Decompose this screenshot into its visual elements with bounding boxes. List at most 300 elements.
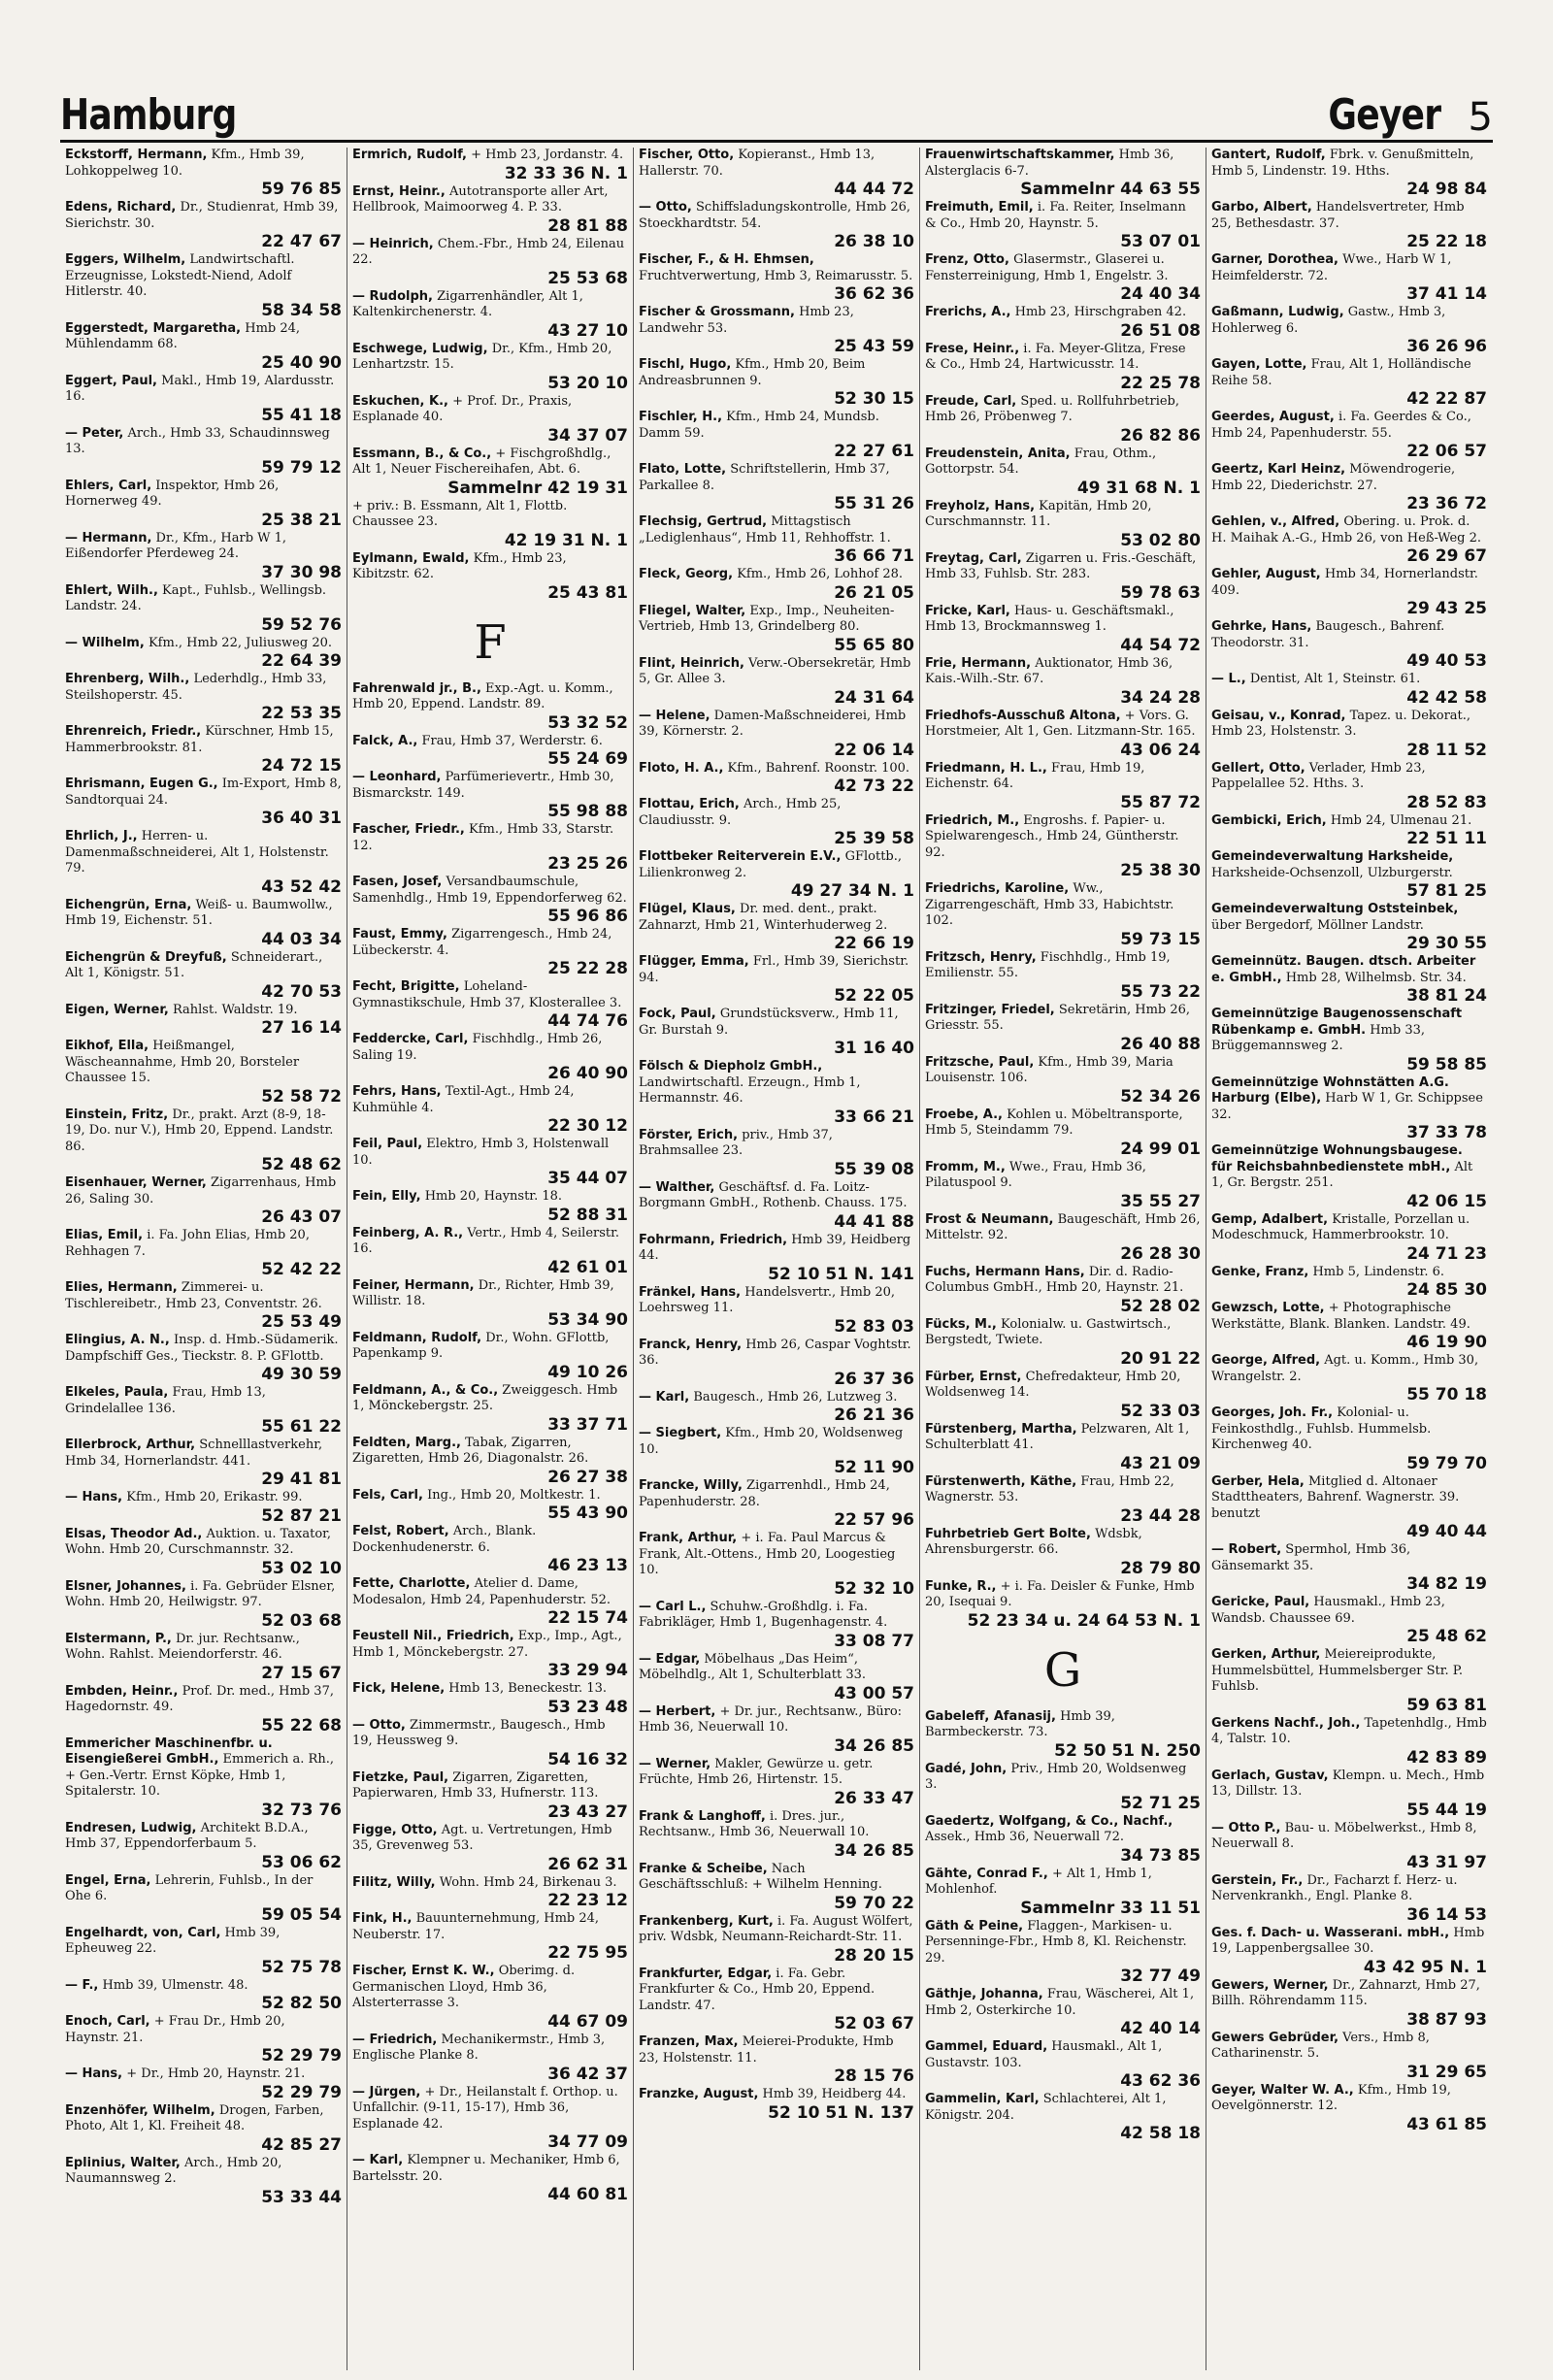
entry-phone: 52 23 34 u. 24 64 53 N. 1 [967, 1610, 1201, 1631]
entry-details: Dr., Facharzt f. Herz- u. Nervenkrankh., Engl. Planke 8. [1211, 1872, 1458, 1903]
entry-details: Möbelhaus „Das Heim“, Möbelhdlg., Alt 1, Schulterblatt 33. [639, 1651, 867, 1682]
directory-entry [65, 1003, 342, 1039]
entry-phone: 33 37 71 [547, 1414, 628, 1435]
entry-details: über Bergedorf, Möllner Landstr. [1211, 917, 1424, 933]
entry-details: Zigarren, Zigaretten, Papierwaren, Hmb 33, Hufnerstr. 113. [352, 1769, 599, 1801]
entry-details: Schiffsladungskontrolle, Hmb 26, Stoeckhardtstr. 54. [639, 200, 911, 231]
entry-name: Fischer, F., & H. Ehmsen, [639, 252, 814, 267]
entry-details: Hmb 39, Ulmenstr. 48. [102, 1977, 248, 1993]
entry-details: Wwe., Harb W 1, Heimfelderstr. 72. [1211, 252, 1452, 283]
entry-details: Spermhol, Hmb 36, Gänsemarkt 35. [1211, 1542, 1411, 1573]
entry-name: Gabeleff, Afanasij, [925, 1708, 1056, 1724]
entry-phone: 53 32 52 [547, 712, 628, 733]
entry-details: Frau, Wäscherei, Alt 1, Hmb 2, Osterkirche 10. [925, 1987, 1195, 2018]
entry-phone: 49 30 59 [261, 1365, 342, 1384]
entry-phone: 52 34 26 [1120, 1086, 1201, 1107]
entry-name: Feddercke, Carl, [352, 1032, 469, 1046]
entry-name: Gehler, August, [1211, 567, 1321, 581]
directory-entry [925, 950, 1201, 1002]
entry-details: Zigarrenhdl., Hmb 24, Papenhuderstr. 28. [639, 1478, 890, 1509]
entry-details: Frau, Hmb 37, Werderstr. 6. [421, 733, 603, 748]
entry-details: Hmb 23, Landwehr 53. [639, 305, 854, 336]
entry-name: Flügger, Emma, [639, 954, 749, 969]
entry-phone: 44 41 88 [834, 1211, 914, 1232]
entry-name: George, Alfred, [1211, 1353, 1321, 1368]
directory-entry [925, 394, 1201, 446]
entry-phone: 36 26 96 [1406, 337, 1487, 356]
directory-entry [352, 2153, 628, 2204]
entry-details: Emmerich a. Rh., + Gen.-Vertr. Ernst Köpke, Hmb 1, Spitalerstr. 10. [65, 1752, 334, 1799]
entry-details: Atelier d. Dame, Modesalon, Hmb 24, Papenhuderstr. 52. [352, 1576, 611, 1607]
directory-entry [65, 531, 342, 582]
directory-column-1 [60, 148, 347, 2370]
directory-entry [925, 551, 1201, 603]
entry-phone: 34 26 85 [834, 1735, 914, 1756]
entry-phone: 55 96 86 [547, 907, 628, 926]
directory-entry [352, 1137, 628, 1188]
entry-details: Kfm., Hmb 19, Oevelgönnerstr. 12. [1211, 2082, 1451, 2113]
entry-phone: 55 98 88 [547, 802, 628, 821]
entry-name: Funke, R., [925, 1578, 997, 1594]
entry-name: Fränkel, Hans, [639, 1284, 742, 1300]
entry-name: Eylmann, Ewald, [352, 550, 470, 566]
entry-name: Endresen, Ludwig, [65, 1820, 197, 1835]
entry-phone: 52 22 05 [834, 986, 914, 1006]
entry-name: — Edgar, [639, 1651, 701, 1667]
entry-phone: 59 73 15 [1120, 929, 1201, 949]
entry-phone: 22 57 96 [834, 1510, 914, 1530]
entry-phone: 49 10 26 [547, 1362, 628, 1382]
entry-details: Hmb 20, Haynstr. 18. [424, 1189, 563, 1204]
entry-phone: 59 58 85 [1406, 1054, 1487, 1074]
header-right [1304, 90, 1493, 140]
entry-details: Dr., Kfm., Hmb 20, Lenhartzstr. 15. [352, 341, 612, 372]
directory-entry [925, 1474, 1201, 1526]
entry-details: Insp. d. Hmb.-Südamerik. Dampfschiff Ges., Tieckstr. 8. P. GFlottb. [65, 1333, 339, 1364]
directory-entry [65, 1333, 342, 1384]
entry-name: Fick, Helene, [352, 1681, 446, 1696]
entry-details: + Frau Dr., Hmb 20, Haynstr. 21. [65, 2014, 285, 2045]
entry-details: Versandbaumschule, Samenhdlg., Hmb 19, Eppendorferweg 62. [352, 875, 627, 906]
entry-name: Flügel, Klaus, [639, 902, 736, 916]
entry-phone: 33 66 21 [834, 1107, 914, 1127]
entry-phone: 25 38 30 [1120, 861, 1201, 880]
directory-entry [1211, 252, 1487, 304]
entry-phone: 22 51 11 [1406, 829, 1487, 848]
entry-phone: 44 67 09 [547, 2011, 628, 2032]
directory-entry [65, 2156, 342, 2207]
entry-details: i. Fa. John Elias, Hmb 20, Rehhagen 7. [65, 1228, 310, 1259]
section-letter: G [1043, 1642, 1082, 1698]
directory-entry [1211, 1405, 1487, 1473]
entry-details: Chem.-Fbr., Hmb 24, Eilenau 22. [352, 236, 625, 267]
entry-details: Fruchtverwertung, Hmb 3, Reimarusstr. 5. [639, 268, 913, 283]
directory-entry [1211, 619, 1487, 671]
entry-details: Hmb 34, Hornerlandstr. 409. [1211, 567, 1478, 598]
directory-entry [925, 1527, 1201, 1578]
entry-phone: 53 34 90 [547, 1309, 628, 1330]
entry-details: Kolonialw. u. Gastwirtsch., Bergstedt, Twiete. [925, 1316, 1172, 1347]
entry-details: Frau, Hmb 13, Grindelallee 136. [65, 1385, 266, 1416]
entry-name: Einstein, Fritz, [65, 1107, 169, 1122]
entry-details: + i. Fa. Deisler & Funke, Hmb 20, Isequai 9. [925, 1578, 1195, 1609]
entry-phone: 26 37 36 [834, 1369, 914, 1389]
entry-phone: 52 32 10 [834, 1578, 914, 1599]
entry-details: Meiereiprodukte, Hummelsbüttel, Hummelsberger Str. P. Fuhlsb. [1211, 1647, 1464, 1694]
entry-phone: 52 11 90 [834, 1458, 914, 1477]
entry-phone: 25 53 49 [261, 1312, 342, 1332]
entry-phone: 24 85 30 [1406, 1280, 1487, 1300]
entry-phone: 46 23 13 [547, 1556, 628, 1575]
entry-details: Dr., Richter, Hmb 39, Willistr. 18. [352, 1277, 614, 1308]
directory-entry [639, 1914, 914, 1966]
entry-name: Frankfurter, Edgar, [639, 1966, 773, 1981]
entry-details: Arch., Hmb 20, Naumannsweg 2. [65, 2155, 282, 2186]
entry-phone: 28 11 52 [1406, 740, 1487, 760]
entry-details: Makl., Hmb 19, Alardusstr. 16. [65, 373, 335, 404]
entry-phone: 52 88 31 [547, 1205, 628, 1225]
directory-entry [1211, 1143, 1487, 1211]
entry-details: Kapt., Fuhlsb., Wellingsb. Landstr. 24. [65, 582, 327, 613]
entry-name: — Karl, [352, 2153, 404, 2167]
entry-phone: 38 87 93 [1406, 2009, 1487, 2030]
entry-phone: 55 70 18 [1406, 1385, 1487, 1405]
directory-entry [925, 1265, 1201, 1316]
entry-details: Frau, Hmb 19, Eichenstr. 64. [925, 760, 1145, 791]
entry-details: Dr., Zahnarzt, Hmb 27, Billh. Röhrendamm 115. [1211, 1977, 1480, 2008]
entry-details: Kürschner, Hmb 15, Hammerbrookstr. 81. [65, 724, 334, 755]
entry-name: Gaßmann, Ludwig, [1211, 305, 1344, 319]
directory-entry [639, 1704, 914, 1756]
entry-details: Dr. med. dent., prakt. Zahnarzt, Hmb 21, Winterhuderweg 2. [639, 902, 888, 933]
entry-details: Dentist, Alt 1, Steinstr. 61. [1249, 672, 1421, 686]
directory-entry [639, 1426, 914, 1477]
entry-name: Feiner, Hermann, [352, 1277, 475, 1293]
entry-name: Freude, Carl, [925, 393, 1017, 409]
entry-details: Ww., Zigarrengeschäft, Hmb 33, Habichtstr. 102. [925, 881, 1174, 928]
entry-name: Ermrich, Rudolf, [352, 148, 467, 162]
entry-phone: 52 87 21 [261, 1505, 342, 1526]
entry-details: Autotransporte aller Art, Hellbrook, Maimoorweg 4. P. 33. [352, 183, 609, 215]
directory-entry [639, 1128, 914, 1179]
entry-phone: 34 26 85 [834, 1840, 914, 1861]
entry-name: Emmericher Maschinenfbr. u. Eisengießerei GmbH., [65, 1735, 273, 1767]
directory-entry [925, 305, 1201, 341]
directory-entry [1211, 514, 1487, 566]
entry-phone: 27 16 14 [261, 1018, 342, 1038]
entry-name: — Herbert, [639, 1703, 716, 1719]
entry-phone: 55 87 72 [1120, 792, 1201, 812]
directory-entry [925, 1867, 1201, 1918]
entry-phone: 43 61 85 [1406, 2114, 1487, 2134]
entry-name: Elsas, Theodor Ad., [65, 1526, 203, 1541]
entry-name: Gadé, John, [925, 1761, 1008, 1776]
directory-entry [1211, 1595, 1487, 1646]
entry-details: + Dr. jur., Rechtsanw., Büro: Hmb 36, Neuerwall 10. [639, 1703, 903, 1735]
entry-name: Gewers, Werner, [1211, 1977, 1329, 1993]
entry-details: Frl., Hmb 39, Sierichstr. 94. [639, 954, 909, 985]
directory-entry [65, 1280, 342, 1332]
entry-phone: 52 58 72 [261, 1086, 342, 1107]
entry-name: Fücks, M., [925, 1316, 997, 1332]
entry-details: Kapitän, Hmb 20, Curschmannstr. 11. [925, 498, 1152, 529]
directory-entry [639, 1390, 914, 1426]
entry-details: Fischhdlg., Hmb 26, Saling 19. [352, 1032, 603, 1063]
entry-name: Gehrke, Hans, [1211, 619, 1312, 634]
entry-name: Fischer & Grossmann, [639, 305, 795, 319]
entry-phone: 52 71 25 [1120, 1793, 1201, 1813]
entry-details: i. Fa. August Wölfert, priv. Wdsbk, Neumann-Reichardt-Str. 11. [639, 1913, 913, 1944]
entry-details: + Prof. Dr., Praxis, Esplanade 40. [352, 393, 573, 424]
entry-phone: 26 29 67 [1406, 546, 1487, 566]
entry-phone: 34 77 09 [547, 2132, 628, 2152]
entry-details: Hmb 26, Caspar Voghtstr. 36. [639, 1337, 911, 1368]
directory-entry [925, 200, 1201, 251]
directory-entry [352, 1875, 628, 1911]
directory-entry [925, 709, 1201, 760]
entry-phone: 27 15 67 [261, 1663, 342, 1683]
entry-name: Förster, Erich, [639, 1127, 739, 1142]
entry-details: + Alt 1, Hmb 1, Mohlenhof. [925, 1866, 1152, 1897]
directory-entry [1211, 148, 1487, 199]
entry-details: Kfm., Hmb 22, Juliusweg 20. [148, 635, 333, 650]
entry-name: Gerken, Arthur, [1211, 1647, 1321, 1662]
entry-details: Kfm., Hmb 39, Maria Louisenstr. 106. [925, 1054, 1173, 1085]
entry-name: Gammelin, Karl, [925, 2092, 1040, 2106]
entry-name: Gerlach, Gustav, [1211, 1768, 1329, 1783]
entry-details: Hmb 39, Barmbeckerstr. 73. [925, 1708, 1115, 1739]
entry-name: Fölsch & Diepholz GmbH., [639, 1059, 823, 1074]
entry-name: Elkeles, Paula, [65, 1385, 169, 1400]
entry-details: Bauunternehmung, Hmb 24, Neuberstr. 17. [352, 1911, 600, 1942]
entry-name: Gembicki, Erich, [1211, 812, 1327, 828]
entry-name: Fleck, Georg, [639, 567, 734, 581]
entry-details: Hmb 24, Ulmenau 21. [1330, 812, 1472, 828]
entry-details: Handelsvertreter, Hmb 25, Bethesdastr. 37. [1211, 200, 1465, 231]
entry-details: + priv.: B. Essmann, Alt 1, Flottb. Chaussee 23. [352, 498, 568, 529]
directory-entry [925, 1579, 1201, 1631]
entry-details: Dr. jur. Rechtsanw., Wohn. Rahlst. Meiendorferstr. 46. [65, 1631, 300, 1662]
entry-name: Feil, Paul, [352, 1137, 423, 1151]
entry-phone: 28 20 15 [834, 1945, 914, 1966]
entry-phone: 24 72 15 [261, 756, 342, 776]
entry-details: Schuhw.-Großhdlg. i. Fa. Fabrikläger, Hmb 1, Bugenhagenstr. 4. [639, 1599, 888, 1630]
entry-name: Eikhof, Ella, [65, 1039, 149, 1053]
entry-phone: 24 71 23 [1406, 1243, 1487, 1264]
entry-details: Harksheide-Ochsenzoll, Ulzburgerstr. [1211, 865, 1453, 880]
entry-details: Sekretärin, Hmb 26, Griesstr. 55. [925, 1002, 1191, 1033]
entry-details: + Dr., Heilanstalt f. Orthop. u. Unfallchir. (9-11, 15-17), Hmb 36, Esplanade 42. [352, 2084, 618, 2132]
entry-name: Gayen, Lotte, [1211, 357, 1307, 372]
directory-entry [639, 1600, 914, 1651]
entry-details: Dir. d. Radio-Columbus GmbH., Hmb 20, Haynstr. 21. [925, 1264, 1184, 1295]
entry-name: Figge, Otto, [352, 1822, 438, 1837]
directory-entry [1211, 2031, 1487, 2082]
entry-phone: 22 30 12 [547, 1116, 628, 1136]
directory-entry [65, 1107, 342, 1175]
entry-details: Agt. u. Vertretungen, Hmb 35, Grevenweg 53. [352, 1822, 612, 1853]
entry-name: Ellerbrock, Arthur, [65, 1438, 196, 1452]
entry-phone: 29 41 81 [261, 1470, 342, 1489]
entry-name: Gellert, Otto, [1211, 760, 1305, 776]
entry-name: Fliegel, Walter, [639, 603, 746, 618]
entry-phone: 52 29 79 [261, 2046, 342, 2066]
directory-entry [65, 829, 342, 897]
entry-details: Klempner u. Mechaniker, Hmb 6, Bartelsstr. 20. [352, 2153, 620, 2184]
entry-name: Eggers, Wilhelm, [65, 252, 186, 267]
entry-phone: 59 70 22 [834, 1893, 914, 1913]
entry-details: Engroshs. f. Papier- u. Spielwarengesch., Hmb 24, Güntherstr. 92. [925, 812, 1179, 860]
entry-phone: 55 73 22 [1120, 981, 1201, 1002]
entry-details: Herren- u. Damenmaßschneiderei, Alt 1, Holstenstr. 79. [65, 829, 329, 876]
directory-column-2 [347, 148, 633, 2370]
entry-phone: 59 76 85 [261, 180, 342, 199]
directory-entry [352, 681, 628, 733]
entry-name: Fein, Elly, [352, 1189, 421, 1204]
entry-details: Kolonial- u. Feinkosthdlg., Fuhlsb. Hummelsb. Kirchenweg 40. [1211, 1405, 1432, 1452]
directory-entry [639, 410, 914, 461]
entry-details: Tapetenhdlg., Hmb 4, Talstr. 10. [1211, 1715, 1487, 1746]
entry-phone: 44 54 72 [1120, 635, 1201, 655]
entry-name: Gemeindeverwaltung Oststeinbek, [1211, 902, 1459, 916]
directory-column-3 [633, 148, 919, 2370]
directory-entry [352, 446, 628, 498]
entry-phone: 55 44 19 [1406, 1800, 1487, 1820]
directory-entry [352, 1770, 628, 1822]
entry-phone: 36 66 71 [834, 546, 914, 566]
entry-phone: 29 30 55 [1406, 934, 1487, 953]
entry-name: Freytag, Carl, [925, 550, 1022, 566]
entry-details: Architekt B.D.A., Hmb 37, Eppendorferbaum 5. [65, 1820, 309, 1851]
entry-name: — Carl L., [639, 1599, 707, 1614]
entry-phone: 31 29 65 [1406, 2062, 1487, 2082]
entry-name: — F., [65, 1977, 99, 1993]
entry-name: Franke & Scheibe, [639, 1861, 768, 1876]
entry-name: Ges. f. Dach- u. Wasserani. mbH., [1211, 1925, 1450, 1940]
entry-name: Fasen, Josef, [352, 875, 443, 889]
entry-phone: 26 51 08 [1120, 320, 1201, 341]
directory-entry [1211, 1768, 1487, 1820]
entry-name: Embden, Heinr., [65, 1683, 179, 1699]
entry-name: Geyer, Walter W. A., [1211, 2082, 1354, 2098]
entry-phone: 32 33 36 N. 1 [504, 163, 628, 183]
directory-entry [352, 1911, 628, 1963]
entry-name: Gerkens Nachf., Joh., [1211, 1715, 1361, 1731]
entry-phone: 33 29 94 [547, 1661, 628, 1680]
entry-phone: 53 33 44 [261, 2187, 342, 2207]
directory-entry [925, 1987, 1201, 2038]
entry-name: Eggert, Paul, [65, 373, 157, 388]
directory-entry [352, 551, 628, 603]
directory-entry [639, 1809, 914, 1861]
entry-phone: 37 30 98 [261, 562, 342, 582]
directory-entry [65, 1873, 342, 1925]
entry-details: Zimmerei- u. Tischlereibetr., Hmb 23, Conventstr. 26. [65, 1280, 322, 1311]
entry-name: Fahrenwald jr., B., [352, 680, 481, 696]
entry-details: Hmb 36, Alsterglacis 6-7. [925, 148, 1174, 179]
entry-name: — Leonhard, [352, 770, 442, 784]
entry-details: Zimmermstr., Baugesch., Hmb 19, Heussweg 9. [352, 1717, 606, 1748]
entry-details: Parfümerievertr., Hmb 30, Bismarckstr. 149. [352, 770, 614, 801]
directory-entry [1211, 761, 1487, 812]
entry-phone: 52 29 79 [261, 2082, 342, 2102]
entry-name: Frost & Neumann, [925, 1211, 1054, 1227]
entry-phone: 35 55 27 [1120, 1191, 1201, 1211]
directory-entry [639, 1478, 914, 1530]
entry-phone: 42 83 89 [1406, 1747, 1487, 1768]
entry-details: Alt 1, Gr. Bergstr. 251. [1211, 1159, 1473, 1190]
entry-details: Hmb 39, Heidberg 44. [639, 1232, 911, 1263]
entry-details: Zigarren u. Fris.-Geschäft, Hmb 33, Fuhlsb. Str. 283. [925, 550, 1197, 581]
directory-entry [1211, 813, 1487, 849]
directory-entry [65, 252, 342, 320]
directory-entry [65, 1978, 342, 2014]
directory-entry [925, 2039, 1201, 2091]
directory-entry [1211, 1542, 1487, 1594]
directory-entry [639, 1531, 914, 1599]
directory-entry [65, 1039, 342, 1107]
entry-details: Hmb 28, Wilhelmsb. Str. 34. [1285, 970, 1467, 985]
entry-details: i. Fa. Reiter, Inselmann & Co., Hmb 20, Haynstr. 5. [925, 200, 1186, 231]
entry-details: Zigarrenhaus, Hmb 26, Saling 30. [65, 1175, 337, 1207]
entry-phone: 24 31 64 [834, 687, 914, 708]
entry-details: Grundstücksverw., Hmb 11, Gr. Burstah 9. [639, 1007, 899, 1038]
directory-entry [1211, 1007, 1487, 1074]
entry-name: Gericke, Paul, [1211, 1595, 1310, 1609]
directory-entry [65, 1684, 342, 1735]
entry-phone: 55 31 26 [834, 494, 914, 513]
entry-details: Inspektor, Hmb 26, Hornerweg 49. [65, 478, 280, 509]
entry-name: Gähte, Conrad F., [925, 1866, 1048, 1881]
directory-entry [1211, 2083, 1487, 2134]
entry-phone: 49 27 34 N. 1 [790, 881, 914, 901]
entry-details: Dr., Kfm., Harb W 1, Eißendorfer Pferdeweg 24. [65, 530, 287, 561]
directory-entry [352, 2033, 628, 2084]
directory-entry [352, 1032, 628, 1083]
entry-phone: 26 28 30 [1120, 1243, 1201, 1264]
entry-name: Eplinius, Walter, [65, 2155, 181, 2170]
directory-entry [925, 1709, 1201, 1761]
directory-entry [65, 1527, 342, 1578]
entry-phone: 25 53 68 [547, 268, 628, 288]
entry-phone: 28 79 80 [1120, 1558, 1201, 1578]
entry-name: Geertz, Karl Heinz, [1211, 462, 1346, 477]
directory-entry [639, 1059, 914, 1127]
entry-name: Fink, H., [352, 1911, 413, 1926]
directory-entry [1211, 462, 1487, 513]
directory-entry [639, 1652, 914, 1703]
entry-name: Faust, Emmy, [352, 927, 447, 942]
entry-phone: 33 08 77 [834, 1631, 914, 1651]
entry-details: Mitglied d. Altonaer Stadttheaters, Bahrenf. Wagnerstr. 39. benutzt [1211, 1473, 1460, 1521]
entry-details: Ing., Hmb 20, Moltkestr. 1. [427, 1487, 601, 1503]
entry-details: Heißmangel, Wäscheannahme, Hmb 20, Borsteler Chaussee 15. [65, 1039, 300, 1085]
entry-name: Freudenstein, Anita, [925, 446, 1071, 461]
entry-phone: 59 05 54 [261, 1904, 342, 1925]
directory-entry [352, 734, 628, 770]
directory-entry [1211, 305, 1487, 356]
entry-name: Friedrichs, Karoline, [925, 881, 1070, 896]
entry-name: Francke, Willy, [639, 1478, 743, 1493]
entry-name: Gehlen, v., Alfred, [1211, 514, 1340, 529]
directory-entry [925, 446, 1201, 498]
entry-details: Hmb 13, Beneckestr. 13. [448, 1681, 607, 1696]
entry-phone: 55 24 69 [547, 749, 628, 769]
entry-name: Franzke, August, [639, 2087, 759, 2101]
entry-name: Gäth & Peine, [925, 1918, 1024, 1934]
entry-phone: 55 22 68 [261, 1715, 342, 1735]
entry-name: Flottau, Erich, [639, 797, 740, 811]
